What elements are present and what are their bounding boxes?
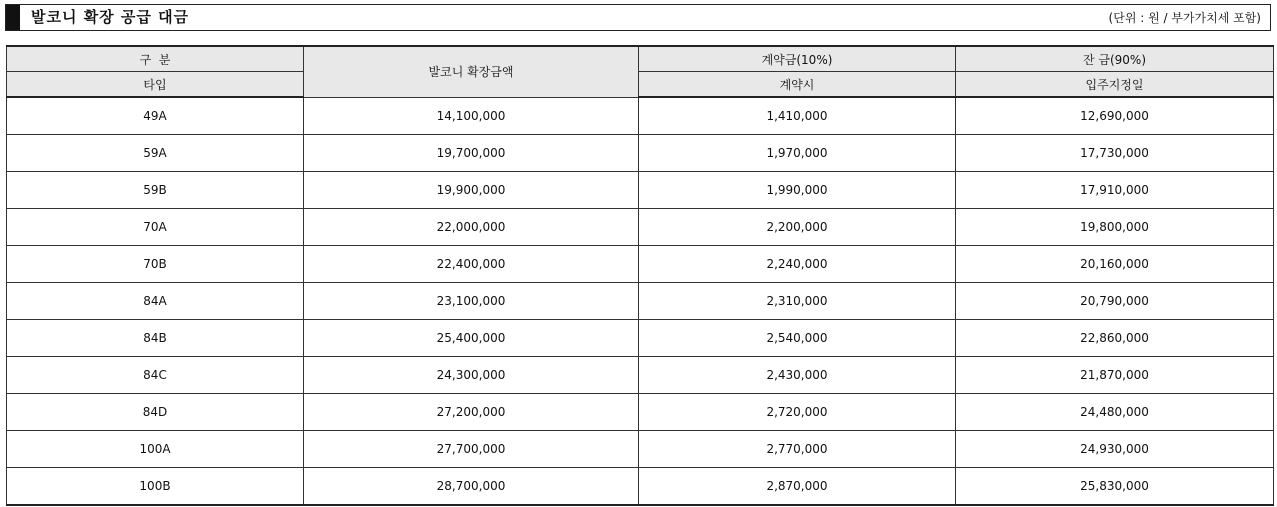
cell-type: 70B xyxy=(7,246,304,283)
table-row xyxy=(7,135,1274,172)
cell-deposit: 2,200,000 xyxy=(639,209,956,246)
cell-amount: 19,900,000 xyxy=(304,172,639,209)
header-row-bottom xyxy=(7,72,1274,98)
cell-deposit: 2,430,000 xyxy=(639,357,956,394)
table-row xyxy=(7,468,1274,506)
cell-deposit: 2,870,000 xyxy=(639,468,956,506)
header-balance-timing: 입주지정일 xyxy=(956,72,1274,98)
cell-balance: 20,790,000 xyxy=(956,283,1274,320)
table-row xyxy=(7,431,1274,468)
cell-type: 59B xyxy=(7,172,304,209)
table-row xyxy=(7,394,1274,431)
cell-balance: 22,860,000 xyxy=(956,320,1274,357)
table-row xyxy=(7,97,1274,135)
cell-balance: 17,910,000 xyxy=(956,172,1274,209)
cell-deposit: 2,770,000 xyxy=(639,431,956,468)
cell-type: 70A xyxy=(7,209,304,246)
header-type: 타입 xyxy=(7,72,304,98)
cell-type: 100B xyxy=(7,468,304,506)
table-row xyxy=(7,283,1274,320)
cell-amount: 22,400,000 xyxy=(304,246,639,283)
cell-deposit: 2,540,000 xyxy=(639,320,956,357)
header-row-top xyxy=(7,46,1274,72)
cell-balance: 19,800,000 xyxy=(956,209,1274,246)
cell-deposit: 2,240,000 xyxy=(639,246,956,283)
cell-amount: 23,100,000 xyxy=(304,283,639,320)
cell-deposit: 1,990,000 xyxy=(639,172,956,209)
cell-amount: 19,700,000 xyxy=(304,135,639,172)
cell-type: 84D xyxy=(7,394,304,431)
title-bar xyxy=(5,4,1271,31)
cell-balance: 12,690,000 xyxy=(956,97,1274,135)
cell-type: 59A xyxy=(7,135,304,172)
cell-type: 49A xyxy=(7,97,304,135)
cell-amount: 14,100,000 xyxy=(304,97,639,135)
cell-amount: 28,700,000 xyxy=(304,468,639,506)
table-row xyxy=(7,320,1274,357)
cell-deposit: 2,720,000 xyxy=(639,394,956,431)
unit-note: (단위 : 원 / 부가가치세 포함) xyxy=(1108,11,1261,25)
cell-balance: 25,830,000 xyxy=(956,468,1274,506)
cell-amount: 22,000,000 xyxy=(304,209,639,246)
cell-balance: 20,160,000 xyxy=(956,246,1274,283)
header-deposit-timing: 계약시 xyxy=(639,72,956,98)
cell-amount: 27,700,000 xyxy=(304,431,639,468)
table-row xyxy=(7,357,1274,394)
header-amount: 발코니 확장금액 xyxy=(304,46,639,97)
cell-deposit: 1,970,000 xyxy=(639,135,956,172)
cell-balance: 24,930,000 xyxy=(956,431,1274,468)
cell-type: 100A xyxy=(7,431,304,468)
cell-amount: 24,300,000 xyxy=(304,357,639,394)
cell-deposit: 2,310,000 xyxy=(639,283,956,320)
cell-amount: 27,200,000 xyxy=(304,394,639,431)
table-row xyxy=(7,172,1274,209)
title-marker xyxy=(6,5,20,30)
page-title: 발코니 확장 공급 대금 xyxy=(31,8,190,26)
table-header xyxy=(7,46,1274,97)
balcony-price-table xyxy=(6,45,1274,506)
table-row xyxy=(7,246,1274,283)
header-category: 구 분 xyxy=(7,46,304,72)
header-deposit: 계약금(10%) xyxy=(639,46,956,72)
table-row xyxy=(7,209,1274,246)
cell-balance: 24,480,000 xyxy=(956,394,1274,431)
table-body xyxy=(7,97,1274,505)
cell-deposit: 1,410,000 xyxy=(639,97,956,135)
cell-amount: 25,400,000 xyxy=(304,320,639,357)
cell-balance: 17,730,000 xyxy=(956,135,1274,172)
cell-type: 84A xyxy=(7,283,304,320)
cell-type: 84B xyxy=(7,320,304,357)
cell-type: 84C xyxy=(7,357,304,394)
header-balance: 잔 금(90%) xyxy=(956,46,1274,72)
cell-balance: 21,870,000 xyxy=(956,357,1274,394)
